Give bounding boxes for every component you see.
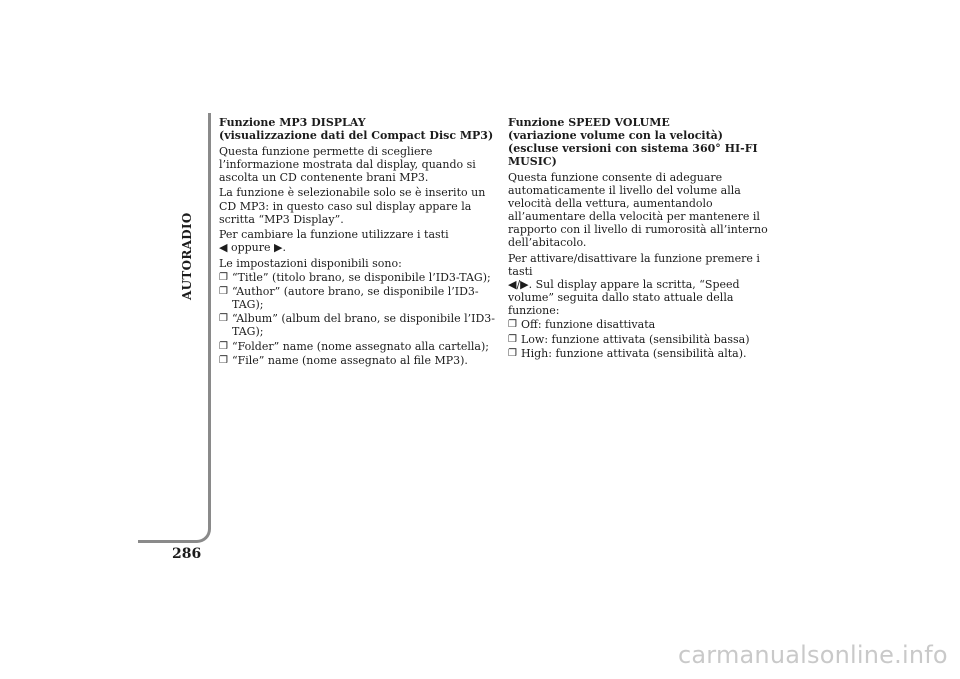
list-item [219, 271, 499, 284]
speed-volume-heading-note: (escluse versioni con sistema 360° HI-FI MUSIC) [508, 142, 758, 169]
toggle-instruction-text: Per attivare/disattivare la funzione premere i tasti [508, 251, 760, 279]
mp3-display-heading-title: Funzione MP3 DISPLAY [219, 116, 366, 129]
section-tab-label: AUTORADIO [180, 212, 194, 300]
right-arrow-icon: ▶ [274, 241, 283, 255]
list-item-text: “Album” (album del brano, se disponibile l’ID3-TAG); [232, 312, 495, 339]
checkbox-bullet-icon: ❐ [219, 286, 228, 298]
mp3-display-intro: Questa funzione permette di scegliere l’informazione mostrata dal display, quando si ascolta un CD contenente brani MP3. [219, 144, 476, 184]
left-right-arrows-icon: ◀/▶ [508, 278, 529, 292]
list-item-text: “File” name (nome assegnato al file MP3). [232, 353, 468, 367]
watermark-text: carmanualsonline.info [678, 641, 948, 669]
list-item [508, 347, 780, 360]
list-item-text: “Author” (autore brano, se disponibile l’ID3-TAG); [232, 285, 479, 312]
list-item [219, 312, 499, 338]
list-item [508, 333, 780, 346]
settings-intro: Le impostazioni disponibili sono: [219, 256, 402, 270]
checkbox-bullet-icon: ❐ [219, 313, 228, 325]
mp3-display-keys-instruction [219, 228, 499, 254]
mp3-display-availability: La funzione è selezionabile solo se è inserito un CD MP3: in questo caso sul display appare la scritta “MP3 Display”. [219, 186, 486, 226]
left-column [219, 116, 499, 367]
speed-volume-intro: Questa funzione consente di adeguare automaticamente il livello del volume alla velocità della vettura, aumentandolo all’aumentare della velocità per mantenere il rapporto con il livello di rumorosità all’interno dell’abitacolo. [508, 170, 768, 250]
list-item-text: “Title” (titolo brano, se disponibile l’ID3-TAG); [232, 271, 491, 285]
left-arrow-icon: ◀ [219, 241, 228, 255]
keys-instruction-end: . [282, 241, 286, 255]
page-number: 286 [172, 546, 202, 562]
checkbox-bullet-icon: ❐ [508, 319, 517, 331]
checkbox-bullet-icon: ❐ [219, 272, 228, 284]
speed-volume-heading-title: Funzione SPEED VOLUME [508, 116, 670, 129]
list-item-text: Low: funzione attivata (sensibilità bassa) [521, 332, 750, 346]
checkbox-bullet-icon: ❐ [508, 347, 517, 359]
list-item-text: High: funzione attivata (sensibilità alta). [521, 346, 747, 360]
speed-volume-heading [508, 116, 780, 168]
list-item-text: “Folder” name (nome assegnato alla cartella); [232, 339, 489, 353]
toggle-instruction-rest: . Sul display appare la scritta, “Speed volume” seguita dallo stato attuale della funzione: [508, 278, 740, 318]
speed-volume-heading-subtitle: (variazione volume con la velocità) [508, 129, 723, 143]
speed-volume-toggle-instruction [508, 252, 780, 317]
checkbox-bullet-icon: ❐ [219, 340, 228, 352]
page-margin-frame [138, 113, 211, 543]
list-item [219, 340, 499, 353]
list-item [508, 318, 780, 331]
mp3-display-heading [219, 116, 499, 142]
keys-instruction-text: Per cambiare la funzione utilizzare i tasti [219, 228, 449, 242]
checkbox-bullet-icon: ❐ [219, 354, 228, 366]
mp3-display-heading-subtitle: (visualizzazione dati del Compact Disc MP3) [219, 129, 494, 143]
checkbox-bullet-icon: ❐ [508, 333, 517, 345]
right-column [508, 116, 780, 360]
list-item-text: Off: funzione disattivata [521, 318, 656, 332]
list-item [219, 354, 499, 367]
oppure-text: oppure [227, 241, 275, 255]
list-item [219, 285, 499, 311]
